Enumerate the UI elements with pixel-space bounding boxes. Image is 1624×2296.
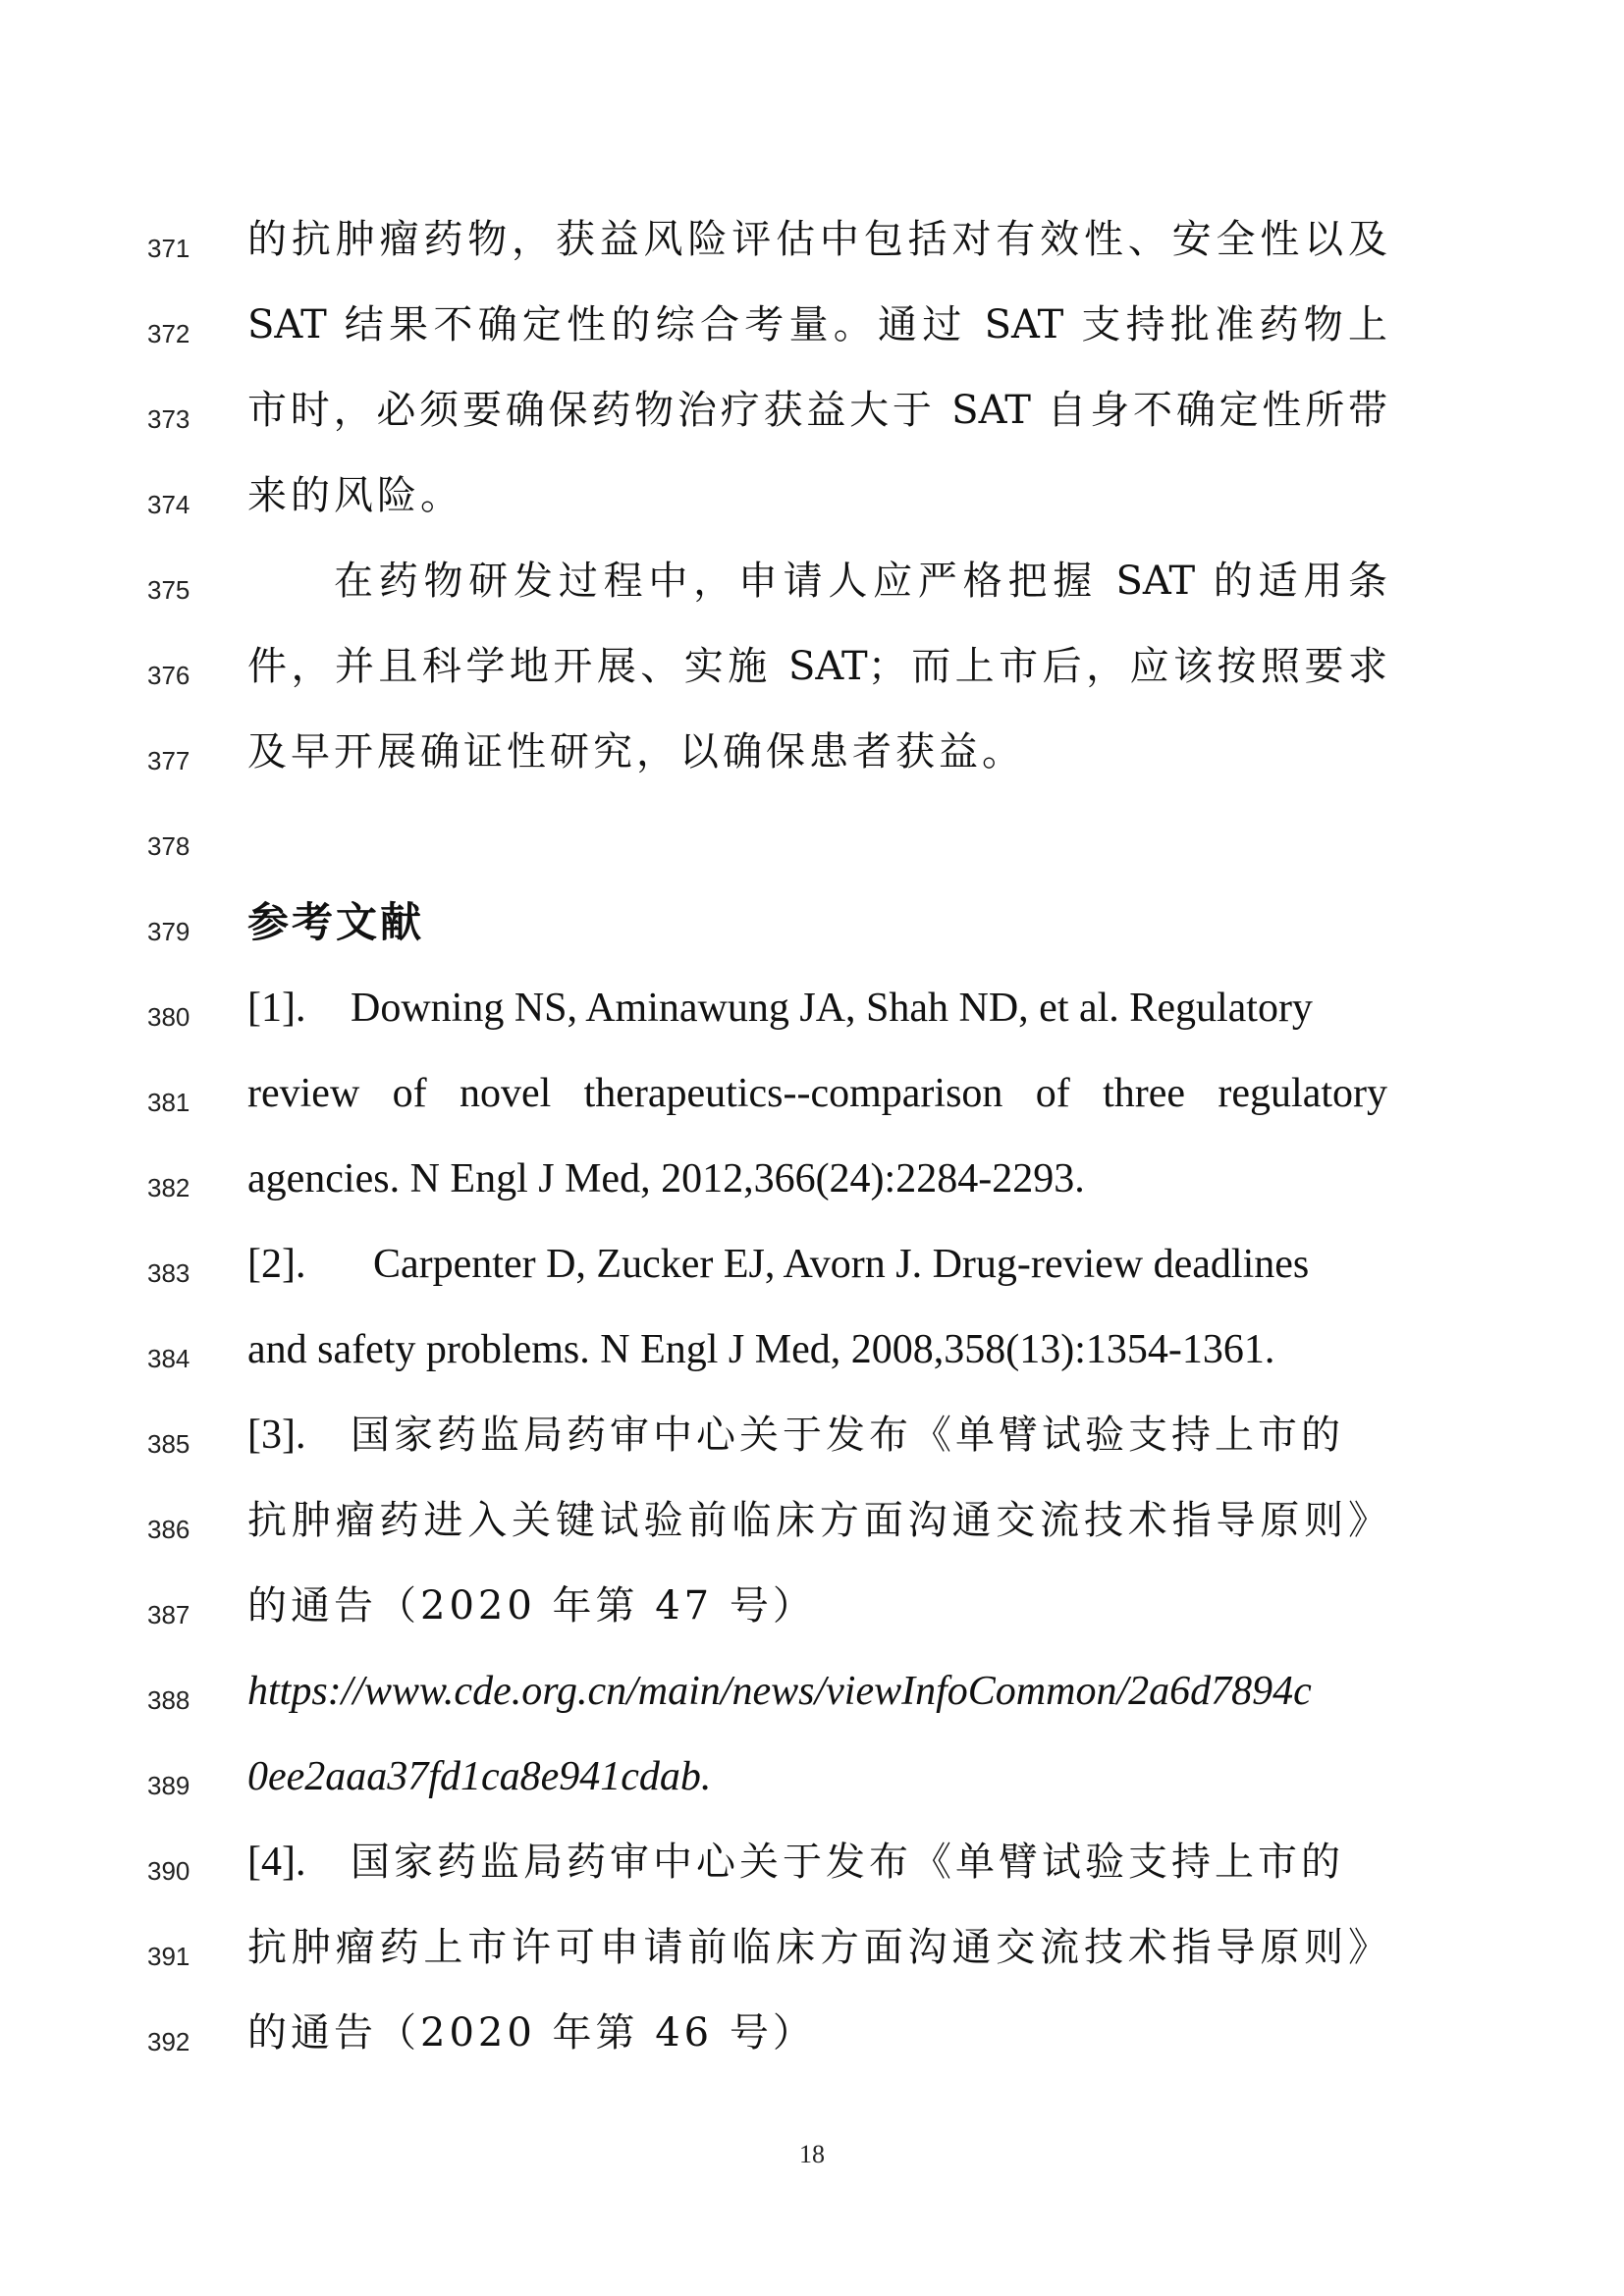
text-line <box>0 1058 1624 1144</box>
reference-text: 的通告（2020 年第 46 号） <box>247 2010 816 2056</box>
reference-text: 的通告（2020 年第 47 号） <box>247 1583 816 1629</box>
body-text: 来的风险。 <box>247 473 463 518</box>
text-line <box>0 1229 1624 1314</box>
text-line <box>0 802 1624 887</box>
reference-url[interactable]: 0ee2aaa37fd1ca8e941cdab. <box>247 1754 712 1799</box>
line-number: 375 <box>147 575 190 605</box>
body-text: 市时，必须要确保药物治疗获益大于 SAT 自身不确定性所带 <box>247 388 1387 433</box>
line-number: 383 <box>147 1258 190 1288</box>
body-text: 在药物研发过程中，申请人应严格把握 SAT 的适用条 <box>334 559 1387 604</box>
text-line <box>0 204 1624 290</box>
text-line <box>0 1485 1624 1571</box>
body-text: 及早开展确证性研究，以确保患者获益。 <box>247 729 1025 774</box>
reference-number: [4]. <box>247 1840 306 1885</box>
line-number: 387 <box>147 1600 190 1629</box>
line-number: 389 <box>147 1771 190 1800</box>
text-line <box>0 1144 1624 1229</box>
text-line <box>0 1314 1624 1400</box>
text-line <box>0 375 1624 460</box>
line-number: 392 <box>147 2027 190 2056</box>
reference-text: 国家药监局药审中心关于发布《单臂试验支持上市的 <box>351 1413 1344 1458</box>
reference-number: [2]. <box>247 1242 306 1287</box>
reference-text: agencies. N Engl J Med, 2012,366(24):2284-2293. <box>247 1156 1085 1201</box>
text-line <box>0 717 1624 802</box>
text-line <box>0 546 1624 631</box>
reference-text: 抗肿瘤药上市许可申请前临床方面沟通交流技术指导原则》 <box>247 1925 1387 1970</box>
line-number: 374 <box>147 490 190 519</box>
line-number: 371 <box>147 234 190 263</box>
text-line <box>0 460 1624 546</box>
line-number: 381 <box>147 1088 190 1117</box>
text-line <box>0 1912 1624 1998</box>
line-number: 388 <box>147 1685 190 1715</box>
page-number: 18 <box>799 2140 825 2168</box>
line-number: 385 <box>147 1429 190 1459</box>
line-number: 390 <box>147 1856 190 1886</box>
reference-entry <box>247 979 1387 1038</box>
reference-url[interactable]: https://www.cde.org.cn/main/news/viewInfoCommon/2a6d7894c <box>247 1669 1312 1714</box>
reference-text: Carpenter D, Zucker EJ, Avorn J. Drug-review deadlines <box>373 1242 1310 1287</box>
text-line <box>0 631 1624 717</box>
text-line <box>0 1656 1624 1741</box>
reference-entry <box>247 1235 1387 1294</box>
line-number: 377 <box>147 746 190 775</box>
body-text: 的抗肿瘤药物，获益风险评估中包括对有效性、安全性以及 <box>247 217 1387 262</box>
reference-text: 国家药监局药审中心关于发布《单臂试验支持上市的 <box>351 1840 1344 1885</box>
line-number: 391 <box>147 1942 190 1971</box>
line-number: 384 <box>147 1344 190 1373</box>
body-text: SAT 结果不确定性的综合考量。通过 SAT 支持批准药物上 <box>247 302 1387 347</box>
line-number: 378 <box>147 831 190 861</box>
reference-number: [3]. <box>247 1413 306 1458</box>
reference-text: Downing NS, Aminawung JA, Shah ND, et al. Regulatory <box>351 986 1313 1031</box>
text-line <box>0 290 1624 375</box>
line-number: 376 <box>147 661 190 690</box>
text-line <box>0 1400 1624 1485</box>
text-line <box>0 1571 1624 1656</box>
body-text: 件，并且科学地开展、实施 SAT；而上市后，应该按照要求 <box>247 644 1387 689</box>
line-number: 380 <box>147 1002 190 1032</box>
reference-text: 抗肿瘤药进入关键试验前临床方面沟通交流技术指导原则》 <box>247 1498 1387 1543</box>
reference-number: [1]. <box>247 986 306 1031</box>
reference-entry <box>247 1833 1387 1892</box>
line-number: 372 <box>147 319 190 348</box>
text-line <box>0 973 1624 1058</box>
text-line <box>0 1998 1624 2083</box>
reference-entry <box>247 1406 1387 1465</box>
text-line <box>0 887 1624 973</box>
line-number: 382 <box>147 1173 190 1202</box>
reference-text: and safety problems. N Engl J Med, 2008,358(13):1354-1361. <box>247 1327 1275 1372</box>
text-line <box>0 1741 1624 1827</box>
section-heading: 参考文献 <box>247 898 425 946</box>
text-line <box>0 1827 1624 1912</box>
line-number: 379 <box>147 917 190 946</box>
line-number: 373 <box>147 404 190 434</box>
line-number: 386 <box>147 1515 190 1544</box>
reference-text: review of novel therapeutics--comparison of three regulatory <box>247 1071 1387 1116</box>
